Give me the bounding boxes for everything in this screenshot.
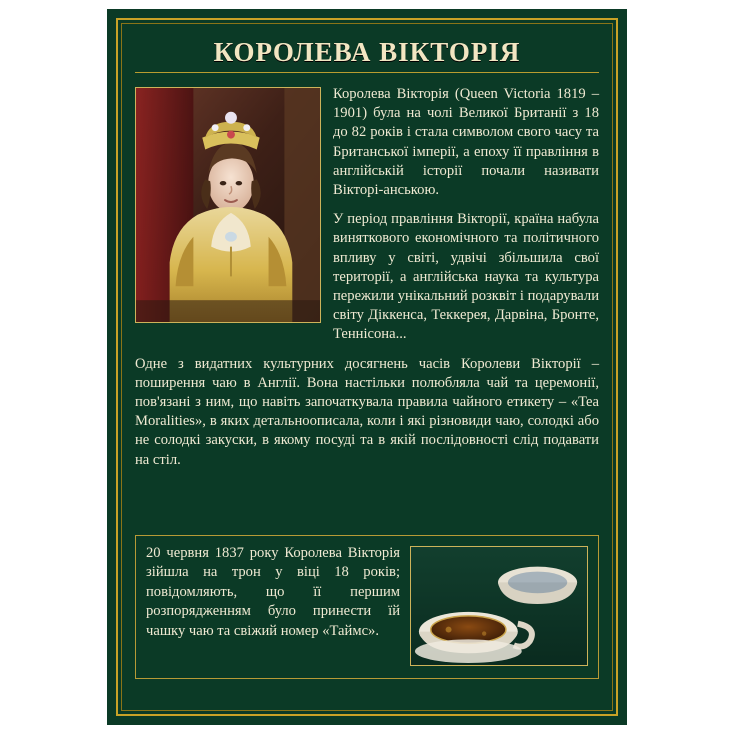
queen-victoria-portrait bbox=[135, 87, 321, 323]
title-divider bbox=[135, 72, 599, 73]
portrait-illustration bbox=[136, 88, 320, 322]
paragraph-1: Королева Вікторія (Queen Victoria 1819 – 1901) була на чолі Великої Британії з 18 до 82 років і стала символом свого часу та Британської імперії, а епоху її правління в англійській історії почали називати Вікторі-анською. bbox=[333, 86, 599, 199]
teacup-illustration bbox=[411, 547, 587, 665]
paragraph-2: У період правління Вікторії, країна набула виняткового економічного та політичного впливу у світі, удвічі збільшила свої території, а англійська наука та культура пережили унікальний розквіт і подарували світу Діккенса, Теккерея, Дарвіна, Бронте, Теннісона... bbox=[333, 211, 599, 343]
victoria-info-card bbox=[107, 9, 627, 725]
footnote-text: 20 червня 1837 року Королева Вікторія зійшла на трон у віці 18 років; повідомляють, що її першим розпорядженням було принести їй чашку чаю та свіжий номер «Таймс». bbox=[146, 545, 400, 639]
paragraph-3: Одне з видатних культурних досягнень часів Королеви Вікторії – поширення чаю в Англії. Вона настільки полюбляла чай та церемонії, пов'язані з ним, що навіть започаткувала правила чайного етикету – «Tea Moralities», в яких детальноописала, коли і які різновиди чаю, солодкі або не солодкі закуски, в якому посуді та в якій послідовності слід подавати на стіл. bbox=[135, 355, 599, 468]
card-content bbox=[135, 31, 599, 701]
page-title: КОРОЛЕВА ВІКТОРІЯ bbox=[213, 37, 521, 67]
footnote-box bbox=[135, 535, 599, 679]
teacup-photo bbox=[410, 546, 588, 666]
